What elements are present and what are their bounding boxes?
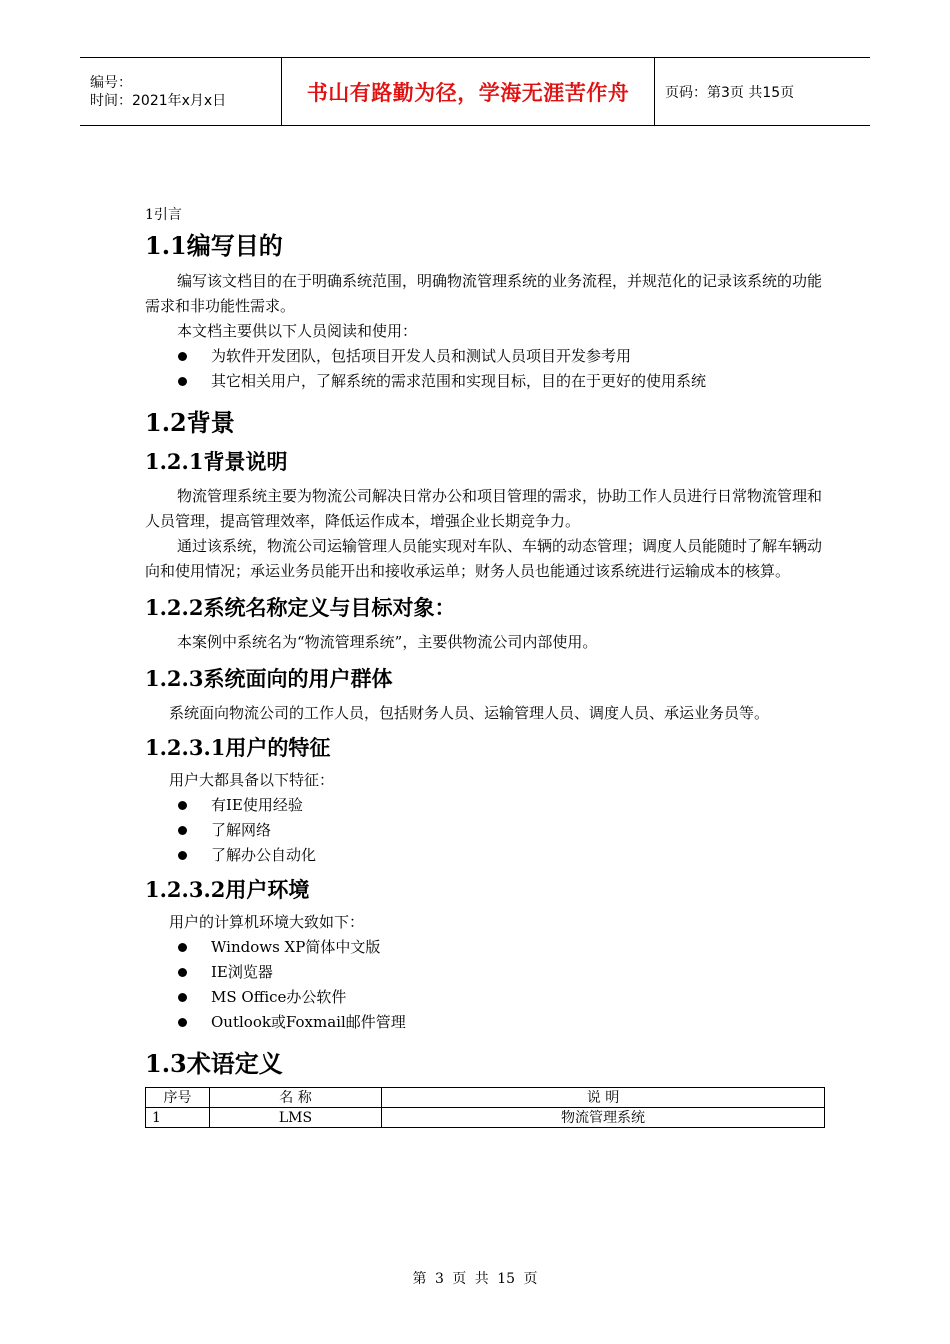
list-item: 有IE使用经验	[145, 793, 825, 818]
header-meta	[80, 58, 281, 125]
header-page-label: 页码：第3页 共15页	[665, 84, 795, 101]
bullet-icon	[178, 801, 187, 810]
section-1-2-3-1-title: 1.2.3.1用户的特征	[145, 735, 331, 760]
page-header	[80, 57, 870, 126]
document-body	[145, 205, 825, 1128]
cell-name: LMS	[210, 1108, 382, 1128]
section-1-2-3-2-list	[145, 935, 825, 1035]
col-header-index: 序号	[146, 1088, 210, 1108]
bullet-icon	[178, 377, 187, 386]
list-item: 了解办公自动化	[145, 843, 825, 868]
page-footer: 第 3 页 共 15 页	[412, 1271, 538, 1287]
section-1-3-title: 1.3术语定义	[145, 1049, 283, 1078]
header-motto	[281, 58, 655, 125]
bullet-icon	[178, 968, 187, 977]
table-header-row	[146, 1088, 825, 1108]
section-1-1-para-2: 本文档主要供以下人员阅读和使用：	[177, 322, 418, 340]
section-1-2-3-title: 1.2.3系统面向的用户群体	[145, 666, 393, 691]
bullet-icon	[178, 943, 187, 952]
section-1-2-2-title: 1.2.2系统名称定义与目标对象：	[145, 595, 456, 620]
header-time: 时间：2021年x月x日	[90, 92, 227, 109]
header-page	[655, 58, 870, 125]
section-1-2-title: 1.2背景	[145, 408, 235, 437]
motto-text: 书山有路勤为径，学海无涯苦作舟	[306, 79, 630, 105]
section-1-1-title: 1.1编写目的	[145, 231, 283, 260]
section-1-2-3-para-1: 系统面向物流公司的工作人员，包括财务人员、运输管理人员、调度人员、承运业务员等。	[169, 704, 770, 722]
list-item: Outlook或Foxmail邮件管理	[145, 1010, 825, 1035]
list-item: 为软件开发团队，包括项目开发人员和测试人员项目开发参考用	[145, 344, 825, 369]
section-1-2-1-title: 1.2.1背景说明	[145, 449, 288, 474]
bullet-icon	[178, 352, 187, 361]
list-item: Windows XP简体中文版	[145, 935, 825, 960]
bullet-icon	[178, 826, 187, 835]
section-1-2-1-para-2: 通过该系统，物流公司运输管理人员能实现对车队、车辆的动态管理；调度人员能随时了解车辆动向和使用情况；承运业务员能开出和接收承运单；财务人员也能通过该系统进行运输成本的核算。	[145, 537, 823, 580]
list-item: MS Office办公软件	[145, 985, 825, 1010]
header-number: 编号：	[90, 74, 132, 91]
table-row	[146, 1108, 825, 1128]
section-1-2-2-para-1: 本案例中系统名为“物流管理系统”，主要供物流公司内部使用。	[177, 633, 598, 651]
section-1-2-3-2-para-1: 用户的计算机环境大致如下：	[169, 913, 365, 931]
cell-description: 物流管理系统	[382, 1108, 825, 1128]
section-1-2-3-1-list	[145, 793, 825, 868]
col-header-description: 说 明	[382, 1088, 825, 1108]
section-1-1-para-1: 编写该文档目的在于明确系统范围，明确物流管理系统的业务流程，并规范化的记录该系统的功能需求和非功能性需求。	[145, 272, 823, 315]
section-1-2-1-para-1: 物流管理系统主要为物流公司解决日常办公和项目管理的需求，协助工作人员进行日常物流管理和人员管理，提高管理效率，降低运作成本，增强企业长期竞争力。	[145, 487, 823, 530]
cell-index: 1	[146, 1108, 210, 1128]
chapter-title: 1引言	[145, 207, 182, 223]
bullet-icon	[178, 993, 187, 1002]
bullet-icon	[178, 851, 187, 860]
list-item: 其它相关用户，了解系统的需求范围和实现目标，目的在于更好的使用系统	[145, 369, 825, 394]
terms-table	[145, 1087, 825, 1128]
bullet-icon	[178, 1018, 187, 1027]
section-1-1-list	[145, 344, 825, 394]
section-1-2-3-1-para-1: 用户大都具备以下特征：	[169, 771, 335, 789]
section-1-2-3-2-title: 1.2.3.2用户环境	[145, 877, 310, 902]
list-item: IE浏览器	[145, 960, 825, 985]
col-header-name: 名 称	[210, 1088, 382, 1108]
list-item: 了解网络	[145, 818, 825, 843]
